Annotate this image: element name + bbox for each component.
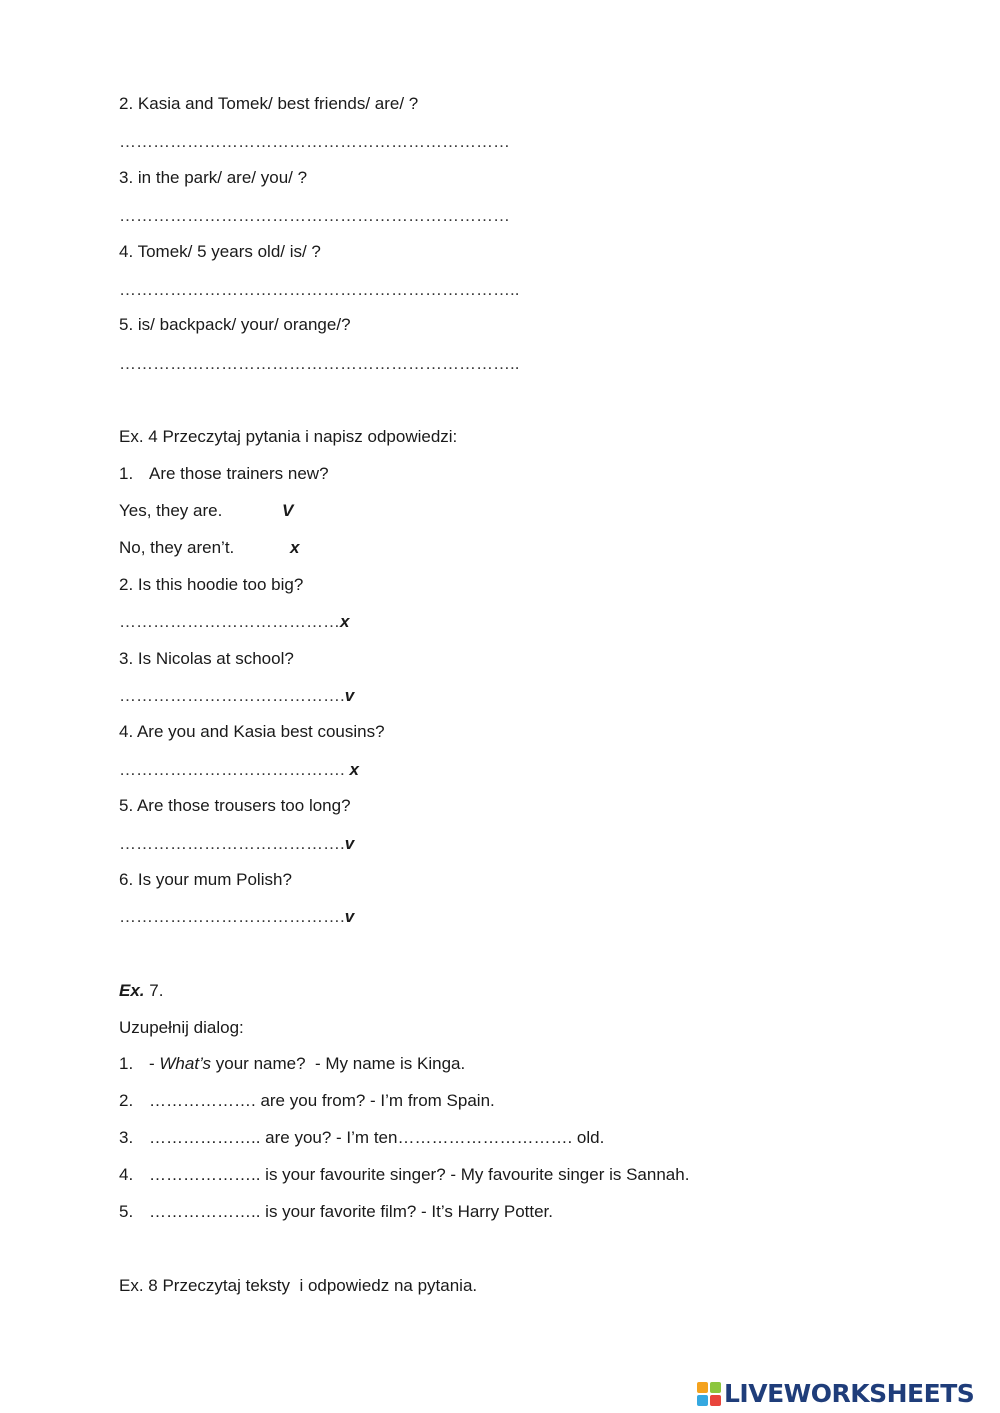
ex7-title-rest: 7. [144, 981, 164, 1000]
ex4-example-question-text: Are those trainers new? [149, 464, 329, 483]
s3-answer-line-4[interactable]: …………………………………………………………….. [119, 280, 520, 299]
liveworksheets-logo [697, 1379, 974, 1409]
ex4-example-yes: Yes, they are. [119, 501, 223, 520]
ex4-question-5: 5. Are those trousers too long? [119, 796, 351, 815]
ex7-item-rest-4[interactable]: ……………….. is your favourite singer? - My favourite singer is Sannah. [149, 1165, 690, 1184]
ex7-item-4[interactable] [119, 1164, 689, 1186]
ex7-item-pre-1: - [149, 1054, 160, 1073]
ex4-question-6: 6. Is your mum Polish? [119, 870, 292, 889]
logo-square-1 [697, 1382, 708, 1393]
ex7-item-2[interactable] [119, 1090, 495, 1112]
ex7-item-rest-1: your name? - My name is Kinga. [211, 1054, 466, 1073]
ex7-item-num-1: 1. [119, 1054, 134, 1073]
ex4-example-question [119, 463, 329, 485]
ex7-item-rest-5[interactable]: ……………….. is your favorite film? - It’s Harry Potter. [149, 1202, 553, 1221]
ex4-example-num: 1. [119, 464, 134, 483]
ex7-item-num-4: 4. [119, 1165, 134, 1184]
ex4-question-3: 3. Is Nicolas at school? [119, 649, 294, 668]
ex4-answer-mark-4: x [349, 760, 359, 779]
ex7-item-rest-2[interactable]: ………………. are you from? - I’m from Spain. [149, 1091, 495, 1110]
logo-square-2 [710, 1382, 721, 1393]
ex7-item-5[interactable] [119, 1201, 553, 1223]
s3-prompt-4: 4. Tomek/ 5 years old/ is/ ? [119, 242, 321, 261]
ex4-answer-mark-3: v [344, 686, 355, 705]
ex7-item-italic-1: What’s [159, 1054, 212, 1073]
ex7-title [119, 980, 163, 1002]
ex7-item-num-2: 2. [119, 1091, 134, 1110]
logo-square-3 [697, 1395, 708, 1406]
ex7-item-num-3: 3. [119, 1128, 134, 1147]
ex4-answer-dots-3[interactable]: …………………………………. [119, 686, 345, 705]
ex4-answer-4[interactable] [119, 759, 359, 781]
ex4-answer-mark-2: x [340, 612, 350, 631]
ex7-title-bold: Ex. [119, 981, 145, 1000]
ex4-answer-dots-4[interactable]: …………………………………. [119, 760, 350, 779]
ex7-item-rest-3[interactable]: ……………….. are you? - I’m ten…………………………. old. [149, 1128, 605, 1147]
s3-answer-line-2[interactable]: …………………………………………………………… [119, 132, 510, 151]
ex8-title: Ex. 8 Przeczytaj teksty i odpowiedz na pytania. [119, 1276, 478, 1295]
s3-prompt-2: 2. Kasia and Tomek/ best friends/ are/ ? [119, 94, 419, 113]
ex4-answer-mark-6: v [344, 907, 355, 926]
ex4-answer-dots-6[interactable]: …………………………………. [119, 907, 345, 926]
s3-prompt-5: 5. is/ backpack/ your/ orange/? [119, 315, 351, 334]
s3-answer-line-3[interactable]: …………………………………………………………… [119, 206, 510, 225]
ex7-item-1 [119, 1053, 465, 1075]
ex4-answer-6[interactable] [119, 906, 354, 928]
ex4-answer-dots-2[interactable]: ………………………………… [119, 612, 340, 631]
ex4-answer-mark-5: v [344, 834, 355, 853]
ex4-answer-5[interactable] [119, 833, 354, 855]
ex4-answer-3[interactable] [119, 685, 354, 707]
ex4-question-4: 4. Are you and Kasia best cousins? [119, 722, 385, 741]
ex7-item-3[interactable] [119, 1127, 604, 1149]
ex4-example-yes-mark: V [282, 501, 294, 520]
ex4-title: Ex. 4 Przeczytaj pytania i napisz odpowiedzi: [119, 427, 458, 446]
s3-answer-line-5[interactable]: …………………………………………………………….. [119, 354, 520, 373]
ex4-example-no-mark: x [290, 538, 300, 557]
ex4-answer-2[interactable] [119, 611, 349, 633]
s3-prompt-3: 3. in the park/ are/ you/ ? [119, 168, 308, 187]
ex4-question-2: 2. Is this hoodie too big? [119, 575, 304, 594]
ex7-instruction: Uzupełnij dialog: [119, 1018, 244, 1037]
ex7-item-num-5: 5. [119, 1202, 134, 1221]
ex4-example-no: No, they aren’t. [119, 538, 235, 557]
liveworksheets-logo-text: LIVEWORKSHEETS [724, 1379, 975, 1408]
logo-square-4 [710, 1395, 721, 1406]
ex4-answer-dots-5[interactable]: …………………………………. [119, 834, 345, 853]
liveworksheets-logo-icon [697, 1382, 721, 1406]
